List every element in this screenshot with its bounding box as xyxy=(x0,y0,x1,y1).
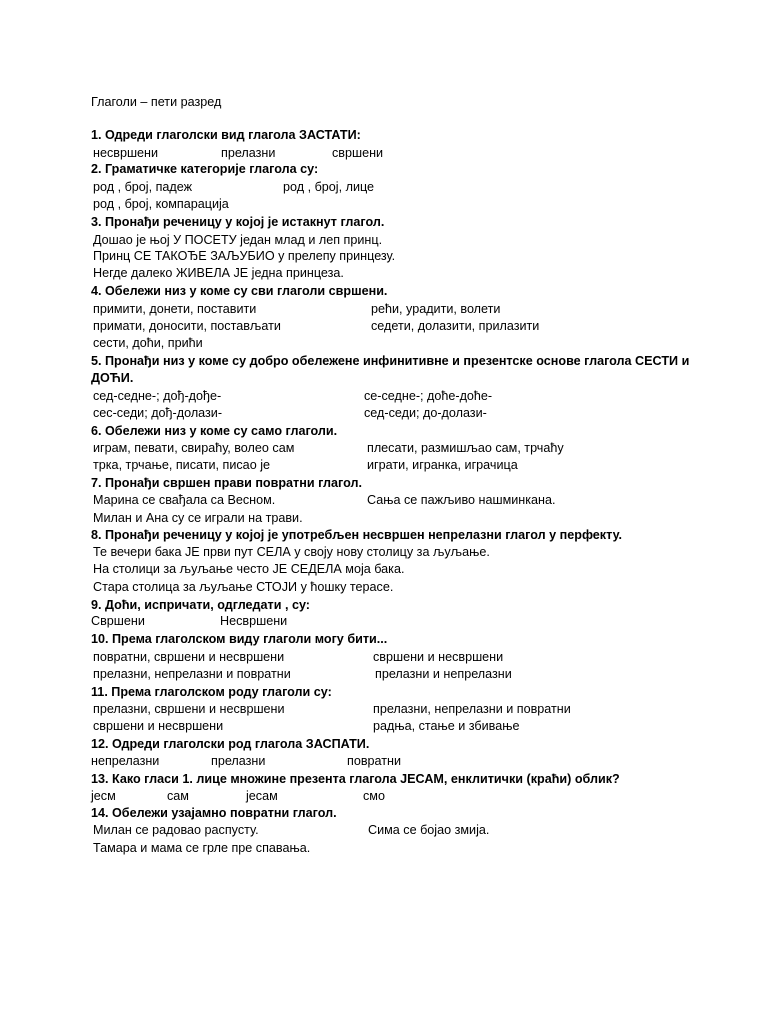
question-5: 5. Пронађи низ у коме су добро обележене инфинитивне и презентске основе глагола СЕСТИ и xyxy=(91,354,690,368)
answer-option[interactable]: Милан и Ана су се играли на трави. xyxy=(93,511,303,525)
answer-option[interactable]: прелазни, непрелазни и повратни xyxy=(93,667,291,681)
question-13: 13. Како гласи 1. лице множине презента глагола ЈЕСАМ, енклитички (краћи) облик? xyxy=(91,772,620,786)
answer-option[interactable]: Марина се свађала са Весном. xyxy=(93,493,276,507)
answer-option[interactable]: смо xyxy=(363,789,385,803)
answer-option[interactable]: трка, трчање, писати, писао је xyxy=(93,458,270,472)
answer-option[interactable]: прелазни, непрелазни и повратни xyxy=(373,702,571,716)
answer-option[interactable]: свршени xyxy=(332,146,384,160)
question-5-continued: ДОЋИ. xyxy=(91,371,134,385)
answer-option[interactable]: играм, певати, свираћу, волео сам xyxy=(93,441,295,455)
answer-option[interactable]: Тамара и мама се грле пре спавања. xyxy=(93,841,311,855)
answer-option[interactable]: род , број, компарација xyxy=(93,197,229,211)
answer-option[interactable]: јесам xyxy=(246,789,278,803)
answer-option[interactable]: Те вечери бака ЈЕ први пут СЕЛА у своју нову столицу за љуљање. xyxy=(93,545,490,559)
answer-option[interactable]: непрелазни xyxy=(91,754,160,768)
question-12: 12. Одреди глаголски род глагола ЗАСПАТИ. xyxy=(91,737,370,751)
question-7: 7. Пронађи свршен прави повратни глагол. xyxy=(91,476,362,490)
answer-option[interactable]: јесм xyxy=(91,789,116,803)
answer-option[interactable]: Милан се радовао распусту. xyxy=(93,823,259,837)
answer-option[interactable]: прелазни xyxy=(211,754,266,768)
answer-option[interactable]: Свршени xyxy=(91,614,145,628)
answer-option[interactable]: прелазни, свршени и несвршени xyxy=(93,702,285,716)
question-4: 4. Обележи низ у коме су сви глаголи свршени. xyxy=(91,284,388,298)
answer-option[interactable]: плесати, размишљао сам, трчаћу xyxy=(367,441,564,455)
answer-option[interactable]: сед-седне-; дођ-дође- xyxy=(93,389,222,403)
question-1: 1. Одреди глаголски вид глагола ЗАСТАТИ: xyxy=(91,128,361,142)
answer-option[interactable]: На столици за љуљање често ЈЕ СЕДЕЛА моја бака. xyxy=(93,562,405,576)
answer-option[interactable]: прелазни и непрелазни xyxy=(375,667,512,681)
answer-option[interactable]: свршени и несвршени xyxy=(93,719,224,733)
answer-option[interactable]: прелазни xyxy=(221,146,276,160)
answer-option[interactable]: сести, доћи, прићи xyxy=(93,336,203,350)
answer-option[interactable]: сес-седи; дођ-долази- xyxy=(93,406,223,420)
answer-option[interactable]: несвршени xyxy=(93,146,159,160)
answer-option[interactable]: сед-седи; до-долази- xyxy=(364,406,487,420)
answer-option[interactable]: седети, долазити, прилазити xyxy=(371,319,540,333)
answer-option[interactable]: Негде далеко ЖИВЕЛА ЈЕ једна принцеза. xyxy=(93,266,344,280)
question-10: 10. Према глаголском виду глаголи могу бити... xyxy=(91,632,388,646)
answer-option[interactable]: примати, доносити, постављати xyxy=(93,319,281,333)
question-8: 8. Пронађи реченицу у којој је употребљен несвршен непрелазни глагол у перфекту. xyxy=(91,528,622,542)
answer-option[interactable]: рећи, урадити, волети xyxy=(371,302,501,316)
question-2: 2. Граматичке категорије глагола су: xyxy=(91,162,319,176)
answer-option[interactable]: род , број, лице xyxy=(283,180,375,194)
answer-option[interactable]: свршени и несвршени xyxy=(373,650,504,664)
question-9: 9. Доћи, испричати, одгледати , су: xyxy=(91,598,310,612)
answer-option[interactable]: Стара столица за љуљање СТОЈИ у ћошку терасе. xyxy=(93,580,394,594)
answer-option[interactable]: радња, стање и збивање xyxy=(373,719,520,733)
answer-option[interactable]: играти, игранка, играчица xyxy=(367,458,518,472)
document-title: Глаголи – пети разред xyxy=(91,95,222,109)
answer-option[interactable]: Дошао је њој У ПОСЕТУ један млад и леп принц. xyxy=(93,233,383,247)
answer-option[interactable]: Принц СЕ ТАКОЂЕ ЗАЉУБИО у прелепу принцезу. xyxy=(93,249,396,263)
question-11: 11. Према глаголском роду глаголи су: xyxy=(91,685,332,699)
question-6: 6. Обележи низ у коме су само глаголи. xyxy=(91,424,338,438)
answer-option[interactable]: сам xyxy=(167,789,189,803)
answer-option[interactable]: повратни, свршени и несвршени xyxy=(93,650,285,664)
answer-option[interactable]: Сима се бојао змија. xyxy=(368,823,490,837)
answer-option[interactable]: повратни xyxy=(347,754,402,768)
question-14: 14. Обележи узајамно повратни глагол. xyxy=(91,806,337,820)
answer-option[interactable]: Несвршени xyxy=(220,614,288,628)
answer-option[interactable]: род , број, падеж xyxy=(93,180,193,194)
question-3: 3. Пронађи реченицу у којој је истакнут глагол. xyxy=(91,215,385,229)
answer-option[interactable]: Сања се пажљиво нашминкана. xyxy=(367,493,556,507)
answer-option[interactable]: се-седне-; доће-доће- xyxy=(364,389,493,403)
answer-option[interactable]: примити, донети, поставити xyxy=(93,302,257,316)
